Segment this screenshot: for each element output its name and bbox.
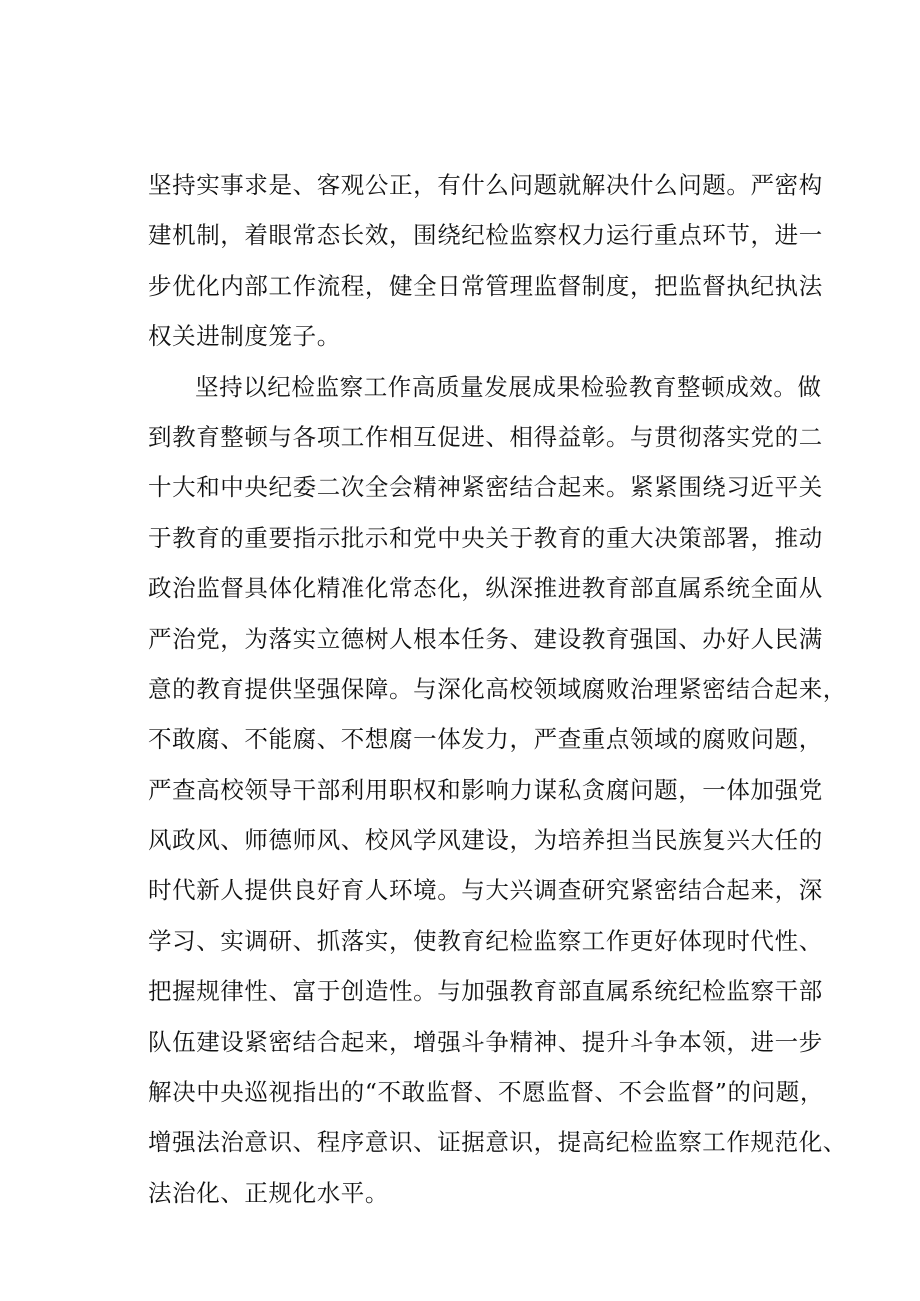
paragraph-line: 把握规律性、富于创造性。与加强教育部直属系统纪检监察干部 — [148, 977, 823, 1006]
paragraph-line: 严查高校领导干部利用职权和影响力谋私贪腐问题，一体加强党 — [148, 775, 823, 804]
paragraph-line: 步优化内部工作流程，健全日常管理监督制度，把监督执纪执法 — [148, 271, 823, 300]
paragraph-line: 坚持实事求是、客观公正，有什么问题就解决什么问题。严密构 — [148, 171, 823, 199]
paragraph-line: 到教育整顿与各项工作相互促进、相得益彰。与贯彻落实党的二 — [148, 422, 823, 451]
paragraph-line: 建机制，着眼常态长效，围绕纪检监察权力运行重点环节，进一 — [148, 221, 823, 250]
paragraph-line: 解决中央巡视指出的“不敢监督、不愿监督、不会监督”的问题， — [148, 1078, 824, 1107]
paragraph-line: 严治党，为落实立德树人根本任务、建设教育强国、办好人民满 — [148, 624, 823, 653]
paragraph-line: 时代新人提供良好育人环境。与大兴调查研究紧密结合起来，深 — [148, 876, 823, 905]
document-body — [148, 160, 847, 1218]
paragraph-line: 队伍建设紧密结合起来，增强斗争精神、提升斗争本领，进一步 — [148, 1027, 823, 1056]
paragraph-line: 坚持以纪检监察工作高质量发展成果检验教育整顿成效。做 — [195, 372, 822, 401]
paragraph-line: 学习、实调研、抓落实，使教育纪检监察工作更好体现时代性、 — [148, 926, 823, 955]
paragraph-line: 于教育的重要指示批示和党中央关于教育的重大决策部署，推动 — [148, 523, 823, 552]
paragraph-1 — [148, 160, 823, 362]
paragraph-line: 法治化、正规化水平。 — [148, 1178, 389, 1207]
paragraph-line: 不敢腐、不能腐、不想腐一体发力，严查重点领域的腐败问题， — [148, 725, 823, 754]
paragraph-2 — [148, 362, 847, 1219]
paragraph-line: 政治监督具体化精准化常态化，纵深推进教育部直属系统全面从 — [148, 574, 823, 603]
paragraph-line: 权关进制度笼子。 — [148, 322, 341, 351]
paragraph-line: 风政风、师德师风、校风学风建设，为培养担当民族复兴大任的 — [148, 826, 823, 855]
paragraph-line: 增强法治意识、程序意识、证据意识，提高纪检监察工作规范化、 — [148, 1128, 847, 1157]
paragraph-line: 十大和中央纪委二次全会精神紧密结合起来。紧紧围绕习近平关 — [148, 473, 823, 502]
paragraph-line: 意的教育提供坚强保障。与深化高校领域腐败治理紧密结合起来， — [148, 674, 847, 703]
